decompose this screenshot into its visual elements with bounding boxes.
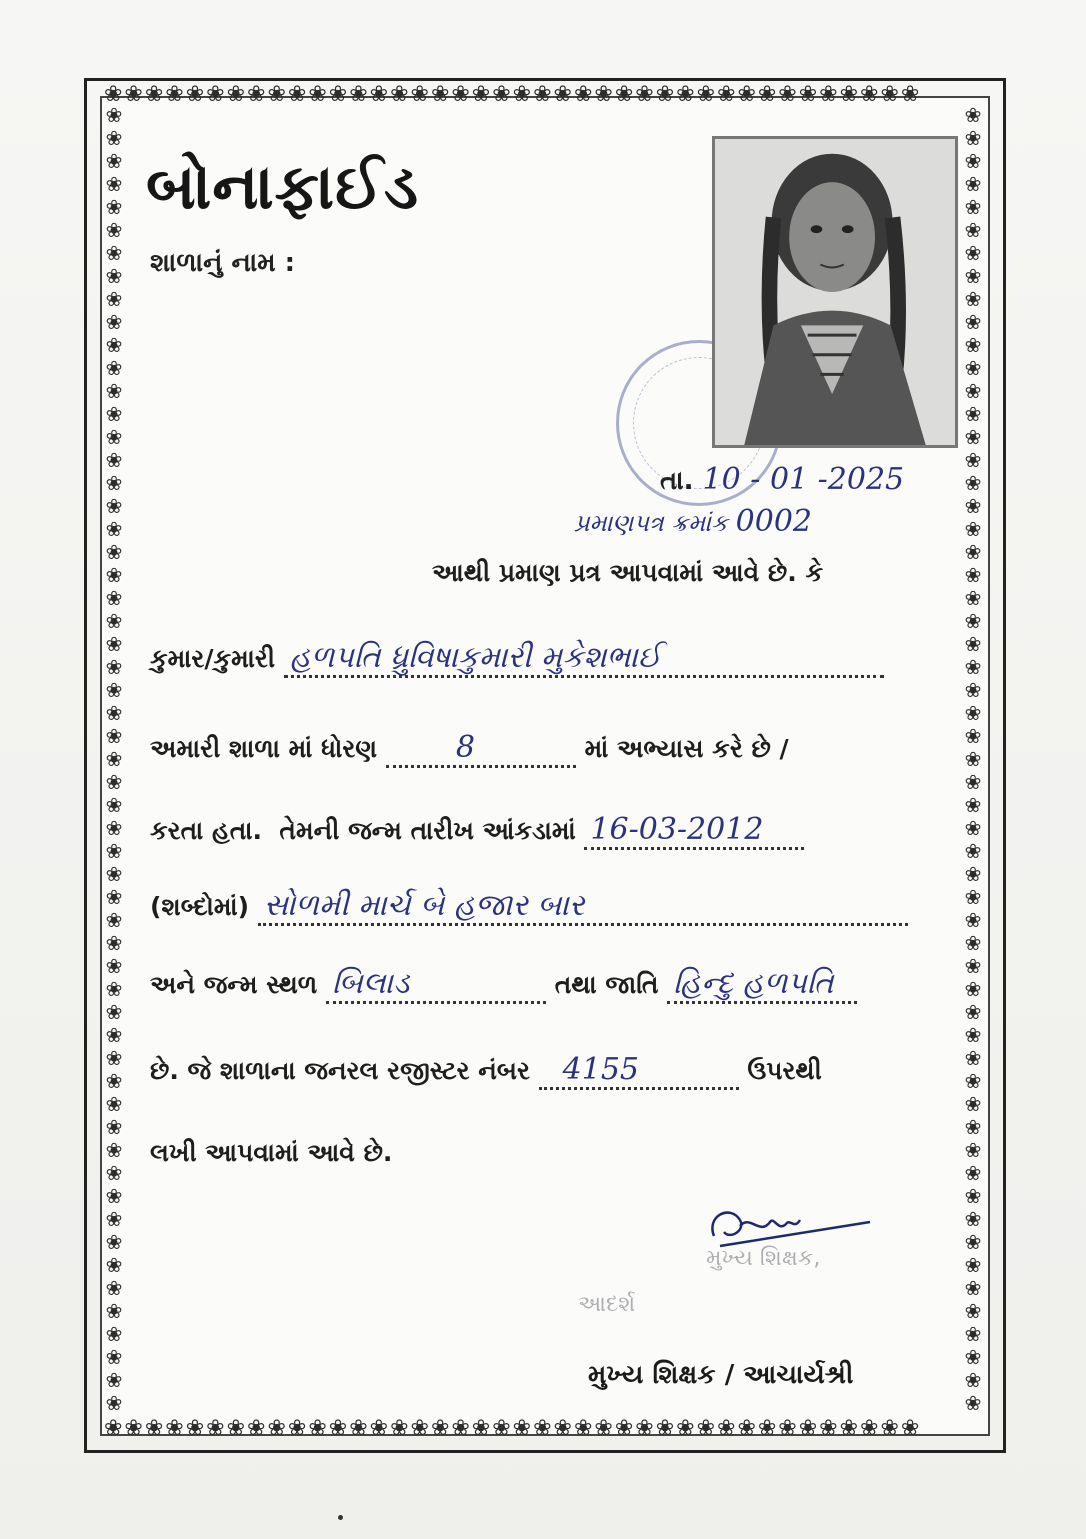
birthplace-field	[326, 966, 546, 1004]
standard-value: 8	[455, 730, 475, 765]
birthplace-label: અને જન્મ સ્થળ	[150, 970, 318, 999]
name-value: હળપતિ ધ્રુવિષાકુમારી મુકેશભાઈ	[289, 640, 662, 675]
name-field	[284, 640, 884, 678]
dob-value: 16-03-2012	[590, 812, 764, 847]
dob-row	[150, 812, 804, 850]
register-row	[150, 1052, 822, 1090]
standard-suffix: માં અભ્યાસ કરે છે /	[584, 734, 789, 763]
stray-mark	[338, 1515, 343, 1520]
register-label: છે. જે શાળાના જનરલ રજીસ્ટર નંબર	[150, 1056, 530, 1085]
dob-words-field	[258, 888, 908, 926]
right-floral-border: ❀❀❀❀❀❀❀❀❀❀❀❀❀❀❀❀❀❀❀❀❀❀❀❀❀❀❀❀❀❀❀❀❀❀❀❀❀❀❀❀❀❀❀❀❀❀❀❀❀❀❀❀❀❀❀❀❀	[964, 104, 984, 1415]
stamp-line-1: મુખ્ય શિક્ષક,	[706, 1246, 821, 1271]
dob-words-label: (શબ્દોમાં)	[150, 892, 250, 921]
register-field	[539, 1052, 739, 1090]
caste-value: હિન્દુ હળપતિ	[673, 966, 834, 1001]
certificate-number-line	[574, 504, 812, 539]
school-name-label: શાળાનું નામ :	[150, 248, 296, 278]
birthplace-row	[150, 966, 857, 1004]
left-floral-border: ❀❀❀❀❀❀❀❀❀❀❀❀❀❀❀❀❀❀❀❀❀❀❀❀❀❀❀❀❀❀❀❀❀❀❀❀❀❀❀❀❀❀❀❀❀❀❀❀❀❀❀❀❀❀❀❀❀	[105, 104, 125, 1415]
name-label: કુમાર/કુમારી	[150, 644, 275, 673]
register-value: 4155	[562, 1052, 639, 1087]
certificate-number-label: પ્રમાણપત્ર ક્રમાંક	[574, 509, 729, 537]
standard-row	[150, 730, 789, 768]
caste-label: તથા જાતિ	[554, 970, 659, 999]
dob-words-row	[150, 888, 908, 926]
stamp-line-2: આદર્શ	[578, 1292, 636, 1317]
certificate-number-value: 0002	[735, 504, 813, 539]
name-row	[150, 640, 884, 678]
standard-field	[386, 730, 576, 768]
date-line	[660, 462, 904, 497]
dob-words-value: સોળમી માર્ચ બે હજાર બાર	[263, 888, 585, 923]
date-value: 10 - 01 -2025	[702, 462, 905, 497]
dob-prefix: કરતા હતા.	[150, 816, 262, 845]
dob-field	[584, 812, 804, 850]
top-floral-border: ❀❀❀❀❀❀❀❀❀❀❀❀❀❀❀❀❀❀❀❀❀❀❀❀❀❀❀❀❀❀❀❀❀❀❀❀❀❀❀❀	[104, 84, 922, 106]
birthplace-value: બિલાડ	[332, 966, 410, 1001]
certificate-title: બોનાફાઈડ	[146, 150, 420, 223]
register-suffix: ઉપરથી	[747, 1056, 822, 1085]
caste-field	[667, 966, 857, 1004]
bottom-floral-border: ❀❀❀❀❀❀❀❀❀❀❀❀❀❀❀❀❀❀❀❀❀❀❀❀❀❀❀❀❀❀❀❀❀❀❀❀❀❀❀❀	[104, 1418, 922, 1440]
dob-label: તેમની જન્મ તારીખ આંકડામાં	[279, 816, 576, 845]
closing-text: લખી આપવામાં આવે છે.	[150, 1138, 393, 1167]
principal-label: મુખ્ય શિક્ષક / આચાર્યશ્રી	[588, 1360, 854, 1390]
student-photo	[712, 136, 958, 448]
date-label: તા.	[660, 466, 694, 496]
intro-text: આથી પ્રમાણ પ્રત્ર આપવામાં આવે છે. કે	[432, 558, 824, 587]
standard-label: અમારી શાળા માં ધોરણ	[150, 734, 378, 763]
